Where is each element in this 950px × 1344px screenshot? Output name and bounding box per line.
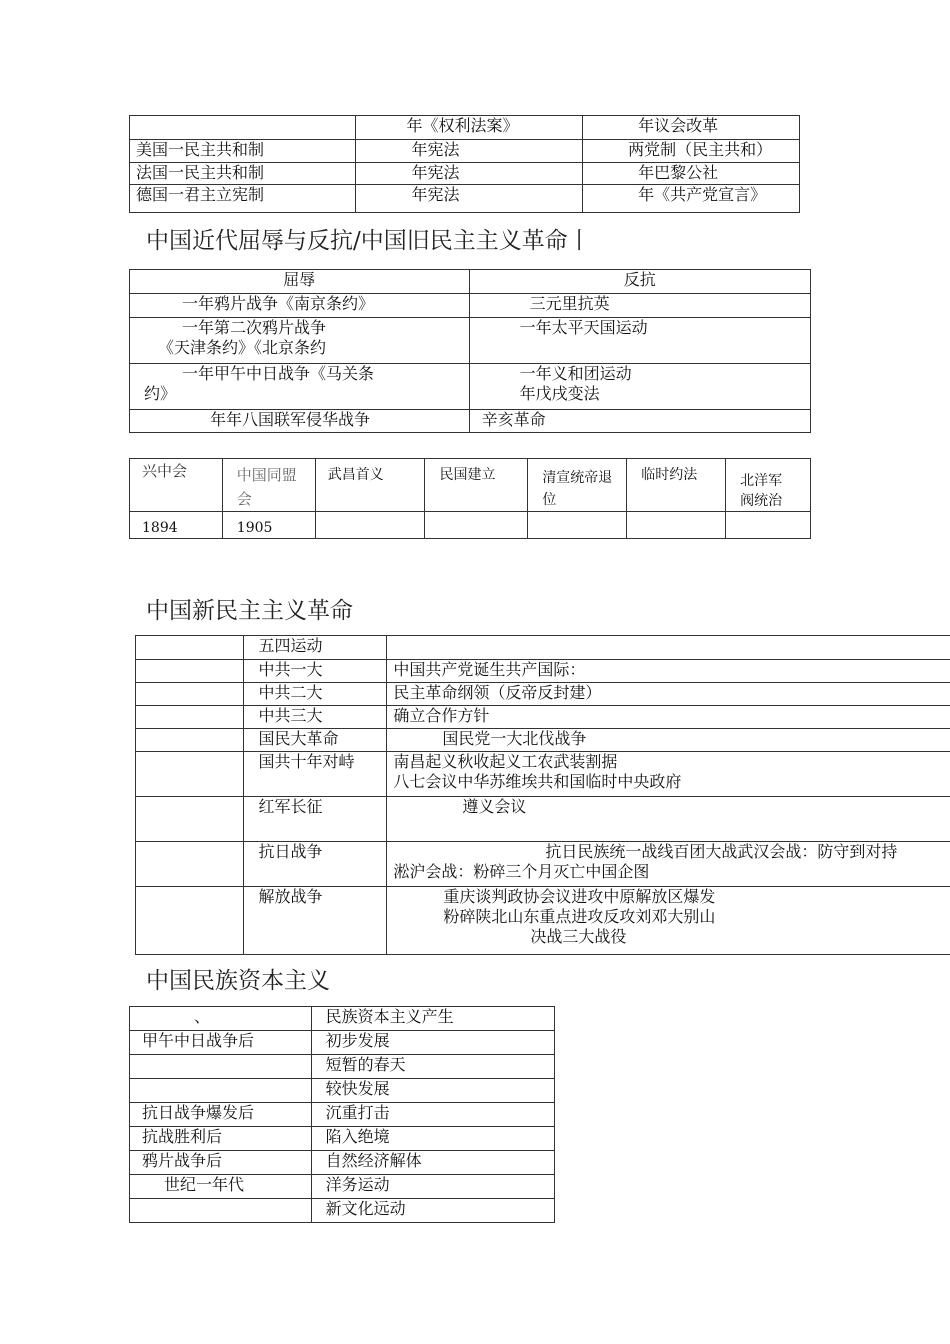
cell: 民族资本主义产生 — [311, 1007, 554, 1031]
cell — [136, 683, 244, 706]
cell: 一年鸦片战争《南京条约》 — [130, 294, 470, 318]
header-cell: 临时约法 — [627, 459, 726, 512]
year-cell: 1894 — [130, 512, 223, 539]
cell — [136, 706, 244, 729]
western-politics-table — [129, 115, 800, 213]
cell: 洋务运动 — [311, 1175, 554, 1199]
cell — [425, 512, 528, 539]
cell-line: 南昌起义秋收起义工农武装割据 — [393, 752, 618, 771]
cell: 民主革命纲领（反帝反封建） — [387, 683, 950, 706]
cell: 短暂的春天 — [311, 1055, 554, 1079]
cell: 初步发展 — [311, 1031, 554, 1055]
cell: 抗日战争 — [244, 842, 387, 887]
header-cell — [726, 459, 811, 512]
cell — [130, 1055, 312, 1079]
cell — [136, 752, 244, 797]
header-cell: 武昌首义 — [315, 459, 425, 512]
cell-line: 中国同盟 — [236, 466, 297, 484]
cell-line: 一年甲午中日战争《马关条 — [182, 364, 375, 383]
cell: 自然经济解体 — [311, 1151, 554, 1175]
cell-line: 淞沪会战：粉碎三个月灭亡中国企图 — [393, 862, 650, 881]
header-cell — [528, 459, 627, 512]
cell: 一年太平天国运动 — [469, 318, 810, 364]
cell-line: 抗日民族统一战线百团大战武汉会战：防守到对持 — [545, 842, 898, 861]
cell: 中国共产党诞生共产国际： — [387, 660, 950, 683]
humiliation-resistance-table — [129, 269, 811, 433]
cell — [387, 887, 950, 955]
cell: 抗战胜利后 — [130, 1127, 312, 1151]
section-heading-old-democratic: 中国近代屈辱与反抗/中国旧民主主义革命丨 — [146, 228, 591, 254]
cell: 新文化远动 — [311, 1199, 554, 1223]
cell — [136, 842, 244, 887]
cell: 法国一民主共和制 — [130, 163, 356, 185]
cell: 解放战争 — [244, 887, 387, 955]
cell: 国共十年对峙 — [244, 752, 387, 797]
cell: 年年八国联军侵华战争 — [130, 410, 470, 433]
cell: 美国一民主共和制 — [130, 140, 356, 163]
cell-line: 八七会议中华苏维埃共和国临时中央政府 — [393, 772, 682, 791]
cell: 世纪一年代 — [130, 1175, 312, 1199]
cell-line: 《天津条约》《北京条约 — [158, 338, 327, 357]
cell: 中共二大 — [244, 683, 387, 706]
cell-line: 会 — [236, 490, 252, 508]
cell: 陷入绝境 — [311, 1127, 554, 1151]
revolution-timeline-table — [129, 458, 811, 539]
cell: 年议会改革 — [583, 116, 800, 140]
cell-line: 决战三大战役 — [530, 927, 627, 946]
cell-line: 阀统治 — [740, 493, 783, 509]
cell: 国民党一大北伐战争 — [387, 729, 950, 752]
cell — [130, 1199, 312, 1223]
header-cell: 民国建立 — [425, 459, 528, 512]
cell — [387, 636, 950, 660]
new-democratic-revolution-table — [135, 635, 950, 955]
cell — [130, 318, 470, 364]
cell — [130, 116, 356, 140]
cell: 三元里抗英 — [469, 294, 810, 318]
cell: 中共三大 — [244, 706, 387, 729]
cell: 遵义会议 — [387, 797, 950, 842]
cell: 中共一大 — [244, 660, 387, 683]
header-cell: 反抗 — [469, 270, 810, 294]
cell — [136, 887, 244, 955]
header-cell — [222, 459, 315, 512]
cell: 年《共产党宣言》 — [583, 185, 800, 213]
cell — [136, 729, 244, 752]
cell: 确立合作方针 — [387, 706, 950, 729]
cell: 国民大革命 — [244, 729, 387, 752]
cell-line: 年戊戌变法 — [519, 384, 600, 403]
cell-line: 一年义和团运动 — [519, 364, 632, 383]
cell — [136, 797, 244, 842]
cell: 红军长征 — [244, 797, 387, 842]
cell-line: 约》 — [144, 384, 177, 403]
cell — [726, 512, 811, 539]
year-cell: 1905 — [222, 512, 315, 539]
cell: 年宪法 — [356, 185, 583, 213]
cell: 年《权利法案》 — [356, 116, 583, 140]
cell — [315, 512, 425, 539]
cell: 、 — [130, 1007, 312, 1031]
header-cell: 兴中会 — [130, 459, 223, 512]
cell — [136, 660, 244, 683]
cell: 辛亥革命 — [469, 410, 810, 433]
cell: 年宪法 — [356, 140, 583, 163]
cell: 德国一君主立宪制 — [130, 185, 356, 213]
cell: 年巴黎公社 — [583, 163, 800, 185]
cell-line: 清宣统帝退 — [542, 470, 613, 486]
cell-line: 粉碎陕北山东重点进攻反攻刘邓大别山 — [443, 907, 716, 926]
cell — [136, 636, 244, 660]
cell — [528, 512, 627, 539]
cell-line: 重庆谈判政协会议进攻中原解放区爆发 — [443, 887, 716, 906]
cell — [130, 364, 470, 410]
header-cell: 屈辱 — [130, 270, 470, 294]
section-heading-national-capitalism: 中国民族资本主义 — [146, 968, 330, 994]
national-capitalism-table — [129, 1006, 555, 1223]
cell — [130, 1079, 312, 1103]
section-heading-new-democratic: 中国新民主主义革命 — [146, 598, 353, 624]
cell: 沉重打击 — [311, 1103, 554, 1127]
cell: 鸦片战争后 — [130, 1151, 312, 1175]
cell: 两党制（民主共和） — [583, 140, 800, 163]
cell-line: 位 — [542, 492, 557, 508]
cell-line: 一年第二次鸦片战争 — [182, 318, 327, 337]
cell — [469, 364, 810, 410]
cell — [387, 752, 950, 797]
cell: 五四运动 — [244, 636, 387, 660]
cell — [387, 842, 950, 887]
cell: 甲午中日战争后 — [130, 1031, 312, 1055]
cell — [627, 512, 726, 539]
cell: 较快发展 — [311, 1079, 554, 1103]
cell-line: 北洋军 — [740, 473, 783, 489]
cell: 抗日战争爆发后 — [130, 1103, 312, 1127]
cell: 年宪法 — [356, 163, 583, 185]
